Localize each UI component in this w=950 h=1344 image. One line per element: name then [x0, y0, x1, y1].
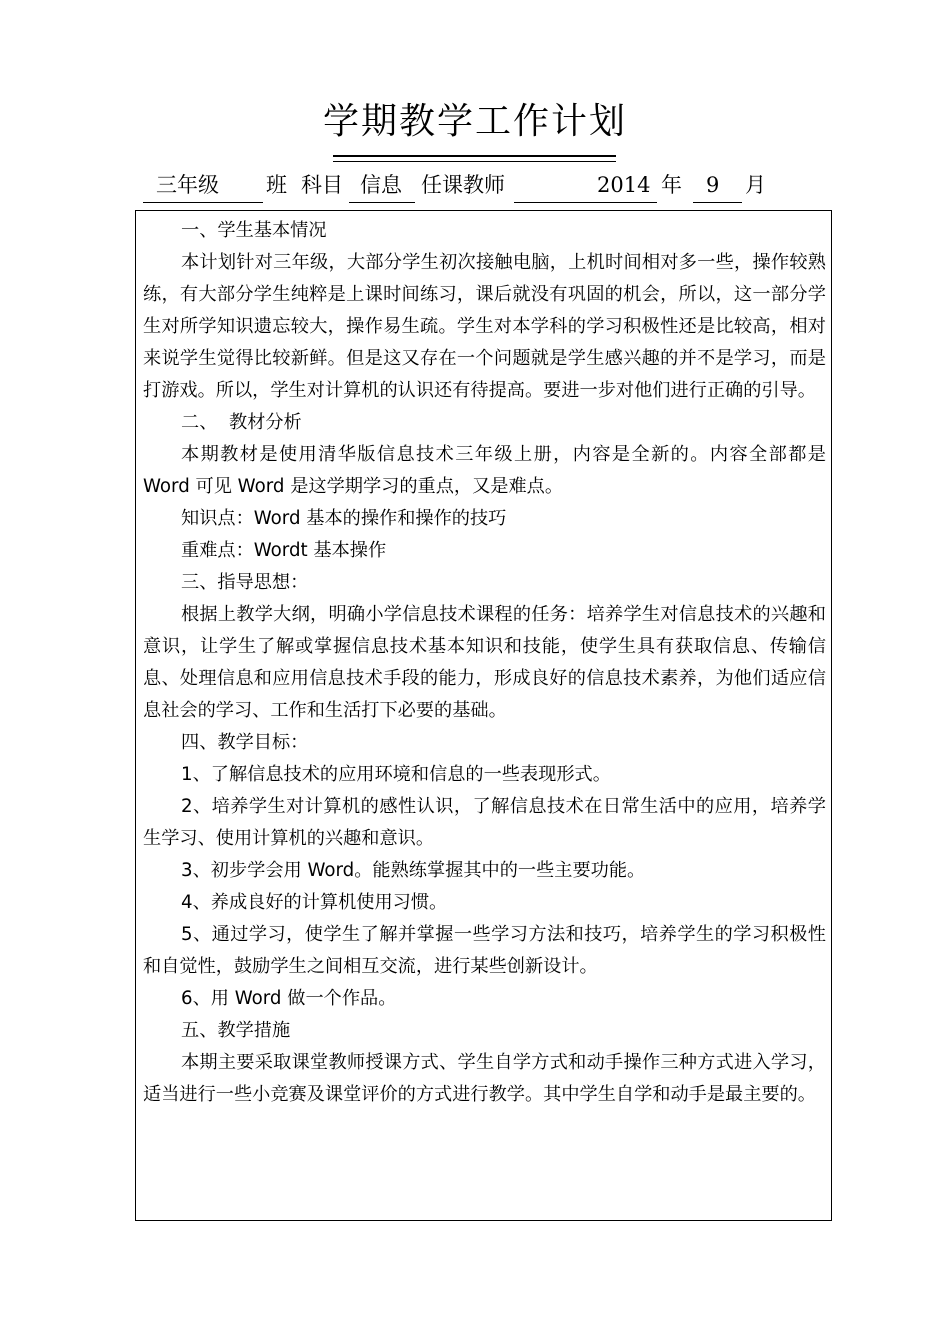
title-underline-thin — [333, 161, 616, 162]
title-underline-thick — [333, 155, 616, 157]
teacher-year-underline — [514, 202, 657, 203]
objective-item: 2、培养学生对计算机的感性认识，了解信息技术在日常生活中的应用，培养学生学习、使用计算机的兴趣和意识。 — [143, 796, 826, 849]
paragraph-key-points: 重难点：Wordt 基本操作 — [181, 540, 387, 561]
subject-underline — [349, 202, 415, 203]
month-label: 月 — [745, 173, 766, 197]
paragraph-materials: 本期教材是使用清华版信息技术三年级上册，内容是全新的。内容全部都是Word 可见 Word 是这学期学习的重点，又是难点。 — [143, 444, 826, 497]
month-value: 9 — [706, 173, 720, 197]
objective-item: 6、用 Word 做一个作品。 — [181, 988, 397, 1009]
section-heading-objectives: 四、教学目标： — [181, 732, 309, 753]
section-heading-materials: 二、 教材分析 — [181, 412, 302, 433]
objective-item: 1、了解信息技术的应用环境和信息的一些表现形式。 — [181, 764, 611, 785]
teacher-label: 任课教师 — [421, 173, 505, 197]
grade-underline — [143, 202, 229, 203]
paragraph-guiding-ideas: 根据上教学大纲，明确小学信息技术课程的任务：培养学生对信息技术的兴趣和意识，让学生了解或掌握信息技术基本知识和技能，使学生具有获取信息、传输信息、处理信息和应用信息技术手段的能力，形成良好的信息技术素养，为他们适应信息社会的学习、工作和生活打下必要的基础。 — [143, 604, 826, 721]
objective-item: 4、养成良好的计算机使用习惯。 — [181, 892, 448, 913]
paragraph-knowledge-points: 知识点：Word 基本的操作和操作的技巧 — [181, 508, 507, 529]
month-underline — [693, 202, 742, 203]
class-number-underline — [229, 202, 263, 203]
paragraph-measures: 本期主要采取课堂教师授课方式、学生自学方式和动手操作三种方式进入学习，适当进行一些小竞赛及课堂评价的方式进行教学。其中学生自学和动手是最主要的。 — [143, 1052, 826, 1105]
section-heading-students: 一、学生基本情况 — [181, 220, 327, 241]
grade-value: 三年级 — [156, 173, 219, 197]
plan-body — [143, 215, 826, 1111]
section-heading-measures: 五、教学措施 — [181, 1020, 291, 1041]
year-label: 年 — [661, 173, 682, 197]
paragraph-student-situation: 本计划针对三年级，大部分学生初次接触电脑，上机时间相对多一些，操作较熟练，有大部分学生纯粹是上课时间练习，课后就没有巩固的机会，所以，这一部分学生对所学知识遗忘较大，操作易生疏。学生对本学科的学习积极性还是比较高，相对来说学生觉得比较新鲜。但是这又存在一个问题就是学生感兴趣的并不是学习，而是打游戏。所以，学生对计算机的认识还有待提高。要进一步对他们进行正确的引导。 — [143, 252, 826, 401]
objective-item: 3、初步学会用 Word。能熟练掌握其中的一些主要功能。 — [181, 860, 646, 881]
section-heading-guiding-ideas: 三、指导思想： — [181, 572, 309, 593]
class-label: 班 — [266, 173, 287, 197]
subject-label: 科目 — [301, 173, 343, 197]
objective-item: 5、通过学习，使学生了解并掌握一些学习方法和技巧，培养学生的学习积极性和自觉性，鼓励学生之间相互交流，进行某些创新设计。 — [143, 924, 826, 977]
subject-value: 信息 — [360, 173, 402, 197]
document-title: 学期教学工作计划 — [322, 101, 627, 142]
year-value: 2014 — [597, 173, 651, 197]
